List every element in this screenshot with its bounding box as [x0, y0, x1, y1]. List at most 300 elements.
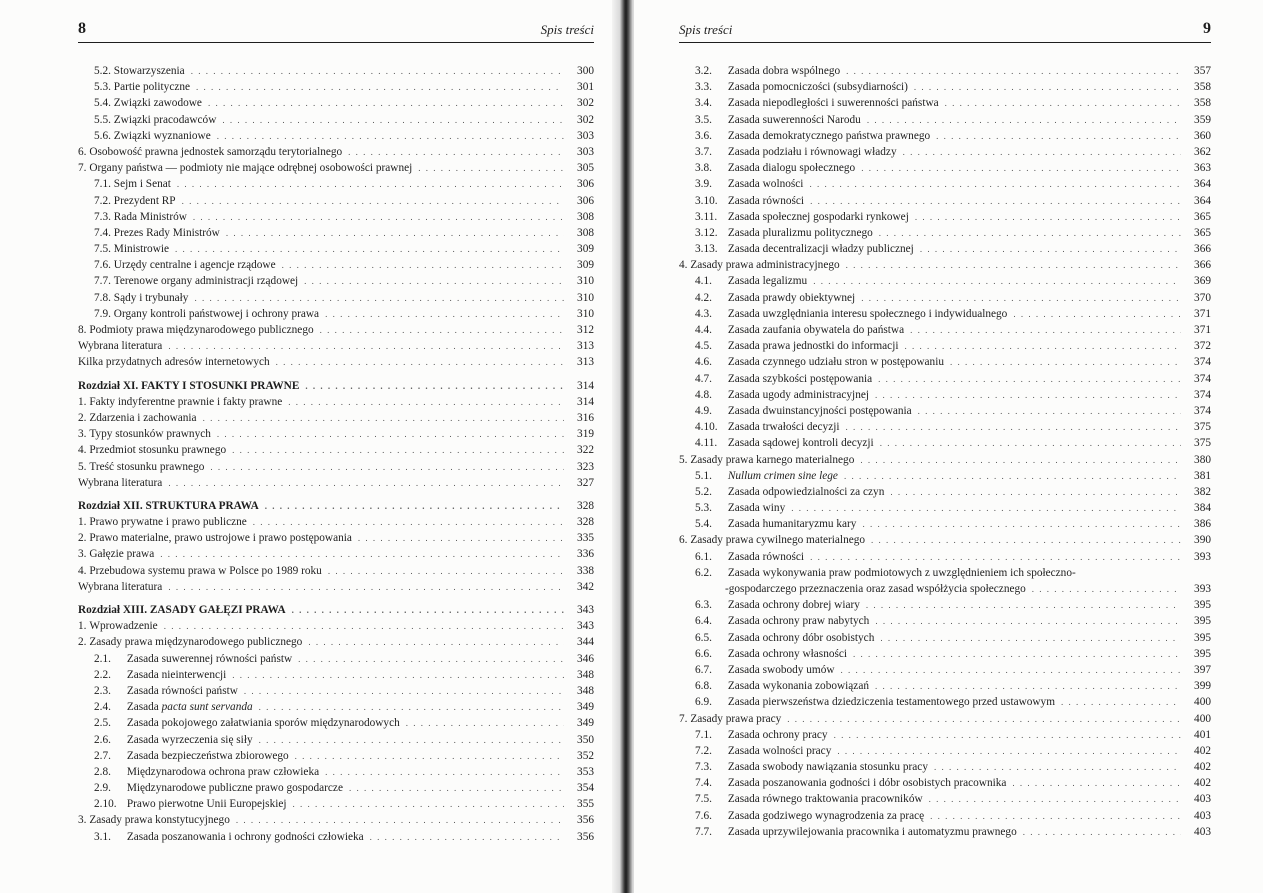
dot-leader [222, 112, 564, 128]
dot-leader [890, 484, 1181, 500]
toc-entry-text: Wybrana literatura [78, 476, 163, 489]
toc-entry: 6.2. Zasada wykonywania praw podmiotowych z uwzględnieniem ich społeczno- [679, 565, 1211, 581]
toc-page-number: 336 [577, 548, 594, 561]
dot-leader [846, 63, 1181, 79]
toc-entry: 4.1. Zasada legalizmu . . . 369 [679, 273, 1211, 289]
toc-entry-text: Przedmiot stosunku prawnego [89, 444, 227, 457]
toc-page-number: 375 [1194, 421, 1211, 434]
toc-entry: 2. Prawo materialne, prawo ustrojowe i prawo postępowania . . . 335 [78, 530, 594, 546]
left-page [0, 0, 622, 893]
toc-page-number: 384 [1194, 502, 1211, 515]
toc-page-number: 390 [1194, 534, 1211, 547]
toc-entry-text: Międzynarodowe publiczne prawo gospodarcze [126, 782, 343, 795]
toc-entry: 5.5. Związki pracodawców . . . 302 [78, 112, 594, 128]
toc-entry: 3. Zasady prawa konstytucyjnego . . . 356 [78, 812, 594, 828]
dot-leader [168, 338, 564, 354]
toc-entry: 4.5. Zasada prawa jednostki do informacji . . . 372 [679, 338, 1211, 354]
toc-entry: 4.9. Zasada dwuinstancyjności postępowania . . . 374 [679, 403, 1211, 419]
toc-page-number: 323 [577, 460, 594, 473]
toc-entry: 2.3. Zasada równości państw . . . 348 [78, 683, 594, 699]
toc-entry-text: Fakty indyferentne prawnie i fakty prawne [89, 395, 283, 408]
toc-page-number: 366 [1194, 259, 1211, 272]
toc-page-number: 358 [1194, 97, 1211, 110]
dot-leader [862, 516, 1181, 532]
toc-entry: 2.7. Zasada bezpieczeństwa zbiorowego . . . 352 [78, 748, 594, 764]
toc-entry: 4.11. Zasada sądowej kontroli decyzji . . . 375 [679, 435, 1211, 451]
toc-entry: 6.8. Zasada wykonania zobowiązań . . . 399 [679, 678, 1211, 694]
toc-entry: 7.5. Zasada równego traktowania pracowników . . . 403 [679, 791, 1211, 807]
dot-leader [930, 808, 1181, 824]
dot-leader [320, 322, 564, 338]
toc-page-number: 303 [577, 129, 594, 142]
toc-entry-text: Zasada wolności [727, 178, 804, 191]
toc-entry-text: Zasada demokratycznego państwa prawnego [727, 129, 931, 142]
toc-entry: 2.1. Zasada suwerennej równości państw . . . 346 [78, 651, 594, 667]
toc-page-number: 362 [1194, 145, 1211, 158]
right-page-header [679, 18, 1211, 43]
toc-page-number: 316 [577, 411, 594, 424]
toc-entry-text: Rada Ministrów [113, 210, 187, 223]
toc-page-number: 402 [1194, 777, 1211, 790]
dot-leader [841, 662, 1181, 678]
toc-entry: 5.4. Związki zawodowe . . . 302 [78, 95, 594, 111]
toc-entry-text: Zasada suwerenności Narodu [727, 113, 861, 126]
toc-entry: 3.3. Zasada pomocniczości (subsydiarności) . . . 358 [679, 79, 1211, 95]
dot-leader [325, 764, 564, 780]
dot-leader [160, 546, 564, 562]
toc-entry-text: Zdarzenia i zachowania [89, 411, 197, 424]
toc-entry: 5. Treść stosunku prawnego . . . 323 [78, 459, 594, 475]
toc-entry: 7.3. Zasada swobody nawiązania stosunku pracy . . . 402 [679, 759, 1211, 775]
toc-page-number: 342 [577, 580, 594, 593]
toc-entry: 3.8. Zasada dialogu społecznego . . . 363 [679, 160, 1211, 176]
toc-page-number: 371 [1194, 307, 1211, 320]
toc-entry-text: Zasady prawa cywilnego materialnego [690, 534, 866, 547]
toc-entry: 3.11. Zasada społecznej gospodarki rynkowej . . . 365 [679, 209, 1211, 225]
dot-leader [288, 394, 564, 410]
toc-entry: 5.1. Nullum crimen sine lege . . . 381 [679, 468, 1211, 484]
toc-entry-text: Gałęzie prawa [89, 548, 155, 561]
toc-entry-text: Wprowadzenie [89, 620, 158, 633]
dot-leader [253, 514, 564, 530]
chapter-title: Rozdział XII. STRUKTURA PRAWA [78, 499, 259, 512]
toc-entry-text: Zasada dwuinstancyjności postępowania [727, 404, 912, 417]
toc-entry-text: Zasada odpowiedzialności za czyn [727, 485, 885, 498]
latin-phrase: pacta sunt servanda [161, 701, 253, 714]
dot-leader [282, 257, 564, 273]
toc-entry-text: Prawo pierwotne Unii Europejskiej [126, 798, 287, 811]
toc-entry-text: Organy kontroli państwowej i ochrony prawa [113, 307, 320, 320]
dot-leader [328, 563, 564, 579]
dot-leader [787, 711, 1181, 727]
dot-leader [164, 618, 564, 634]
toc-entry-text: Związki pracodawców [113, 113, 217, 126]
dot-leader [232, 667, 564, 683]
toc-entry: 4.6. Zasada czynnego udziału stron w postępowaniu . . . 374 [679, 354, 1211, 370]
toc-entry: 7.5. Ministrowie . . . 309 [78, 241, 594, 257]
toc-entry: 7.4. Prezes Rady Ministrów . . . 308 [78, 225, 594, 241]
toc-entry-text: Zasada wolności pracy [727, 744, 832, 757]
toc-page-number: 309 [577, 259, 594, 272]
toc-entry-text: Podmioty prawa międzynarodowego publicznego [89, 324, 314, 336]
running-title: Spis treści [540, 22, 594, 37]
toc-entry: 4.3. Zasada uwzględniania interesu społecznego i indywidualnego . . . 371 [679, 306, 1211, 322]
dot-leader [810, 193, 1181, 209]
toc-page-number: 375 [1194, 437, 1211, 450]
toc-entry: 2.9. Międzynarodowe publiczne prawo gospodarcze . . . 354 [78, 780, 594, 796]
toc-entry-text: Zasada pokojowego załatwiania sporów międzynarodowych [126, 717, 400, 730]
toc-entry: 2. Zdarzenia i zachowania . . . 316 [78, 410, 594, 426]
toc-page-number: 314 [577, 379, 594, 392]
toc-page-number: 343 [577, 604, 594, 616]
toc-page-number: 306 [577, 194, 594, 207]
toc-entry: 4. Zasady prawa administracyjnego . . . 366 [679, 257, 1211, 273]
toc-entry: 6.5. Zasada ochrony dóbr osobistych . . . 395 [679, 630, 1211, 646]
toc-entry-text: Sejm i Senat [113, 178, 171, 191]
toc-entry-text: Zasada wykonania zobowiązań [727, 680, 869, 693]
toc-entry-text: Zasada pomocniczości (subsydiarności) [727, 81, 908, 94]
toc-page-number: 353 [577, 765, 594, 778]
left-page-header [78, 18, 594, 43]
toc-page-number: 395 [1194, 647, 1211, 660]
toc-entry: 3.4. Zasada niepodległości i suwerenności państwa . . . 358 [679, 95, 1211, 111]
toc-entry-text: Zasada równego traktowania pracowników [727, 793, 923, 806]
dot-leader [349, 780, 564, 796]
toc-entry: 5.6. Związki wyznaniowe . . . 303 [78, 128, 594, 144]
dot-leader [878, 371, 1181, 387]
toc-entry-text: Zasada wykonywania praw podmiotowych z uwzględnieniem ich społeczno- [727, 566, 1076, 579]
dot-leader [936, 128, 1181, 144]
toc-entry-text: Zasada dobra wspólnego [727, 65, 841, 77]
dot-leader [358, 530, 564, 546]
toc-entry: 6.4. Zasada ochrony praw nabytych . . . 395 [679, 613, 1211, 629]
toc-entry: 4.8. Zasada ugody administracyjnej . . . 374 [679, 387, 1211, 403]
toc-entry: 4.10. Zasada trwałości decyzji . . . 375 [679, 419, 1211, 435]
dot-leader [217, 426, 564, 442]
toc-page-number: 359 [1194, 113, 1211, 126]
dot-leader [1023, 824, 1181, 840]
toc-entry: 5.4. Zasada humanitaryzmu kary . . . 386 [679, 516, 1211, 532]
toc-entry-text: Prezydent RP [113, 194, 176, 207]
toc-page-number: 302 [577, 113, 594, 126]
dot-leader [304, 273, 564, 289]
toc-entry: 8. Podmioty prawa międzynarodowego publicznego . . . 312 [78, 322, 594, 338]
toc-entry-text: -gospodarczego przeznaczenia oraz zasad współżycia społecznego [725, 583, 1026, 595]
toc-page-number: 310 [577, 307, 594, 320]
table-of-contents-right [679, 63, 1211, 840]
toc-entry-text: Zasada społecznej gospodarki rynkowej [727, 210, 909, 223]
toc-entry-text: Zasada pacta sunt servanda [126, 701, 253, 714]
toc-entry-text: Wybrana literatura [78, 340, 163, 353]
dot-leader [875, 678, 1181, 694]
toc-page-number: 363 [1194, 162, 1211, 175]
toc-page-number: 344 [577, 636, 594, 649]
dot-leader [880, 435, 1181, 451]
toc-page-number: 400 [1194, 696, 1211, 709]
dot-leader [809, 176, 1181, 192]
toc-entry-text: Zasada legalizmu [727, 275, 808, 288]
toc-entry: 6.6. Zasada ochrony własności . . . 395 [679, 646, 1211, 662]
toc-page-number: 360 [1194, 129, 1211, 142]
dot-leader [904, 338, 1181, 354]
dot-leader [920, 241, 1181, 257]
dot-leader [810, 549, 1181, 565]
toc-entry-text: Osobowość prawna jednostek samorządu terytorialnego [89, 145, 343, 158]
toc-page-number: 327 [577, 476, 594, 489]
dot-leader [217, 128, 564, 144]
toc-entry-text: Zasada poszanowania i ochrony godności człowieka [126, 830, 364, 843]
dot-leader [265, 498, 564, 514]
toc-entry: 7.4. Zasada poszanowania godności i dóbr osobistych pracownika . . . 402 [679, 775, 1211, 791]
toc-page-number: 374 [1194, 356, 1211, 369]
dot-leader [1061, 694, 1181, 710]
toc-page-number: 354 [577, 782, 594, 795]
dot-leader [168, 579, 564, 595]
toc-entry-text: Zasady prawa karnego materialnego [690, 453, 855, 466]
toc-page-number: 343 [577, 620, 594, 633]
chapter-title: Rozdział XI. FAKTY I STOSUNKI PRAWNE [78, 379, 300, 392]
dot-leader [929, 791, 1181, 807]
dot-leader [875, 613, 1181, 629]
toc-page-number: 381 [1194, 469, 1211, 482]
toc-entry-text: Zasada prawa jednostki do informacji [727, 340, 899, 353]
toc-entry-text: Zasada bezpieczeństwa zbiorowego [126, 749, 289, 762]
toc-page-number: 402 [1194, 761, 1211, 774]
toc-entry-text: Międzynarodowa ochrona praw człowieka [126, 765, 320, 778]
toc-page-number: 365 [1194, 226, 1211, 239]
toc-page-number: 312 [577, 324, 594, 336]
toc-page-number: 348 [577, 684, 594, 697]
toc-entry: 3.9. Zasada wolności . . . 364 [679, 176, 1211, 192]
toc-page-number: 403 [1194, 825, 1211, 838]
toc-entry: 2.2. Zasada nieinterwencji . . . 348 [78, 667, 594, 683]
toc-entry: 7.2. Zasada wolności pracy . . . 402 [679, 743, 1211, 759]
toc-page-number: 399 [1194, 680, 1211, 693]
toc-entry-text: Sądy i trybunały [113, 291, 189, 304]
toc-entry-text: Zasada prawdy obiektywnej [727, 291, 856, 304]
toc-entry: 6.7. Zasada swobody umów . . . 397 [679, 662, 1211, 678]
toc-entry-text: Zasada ochrony własności [727, 647, 848, 660]
toc-entry: 2.5. Zasada pokojowego załatwiania sporów międzynarodowych . . . 349 [78, 715, 594, 731]
dot-leader [203, 410, 564, 426]
toc-entry: 2.8. Międzynarodowa ochrona praw człowieka . . . 353 [78, 764, 594, 780]
dot-leader [276, 354, 564, 370]
dot-leader [837, 743, 1181, 759]
toc-page-number: 306 [577, 178, 594, 191]
toc-page-number: 380 [1194, 453, 1211, 466]
dot-leader [910, 322, 1181, 338]
toc-page-number: 372 [1194, 340, 1211, 353]
toc-entry: 3.12. Zasada pluralizmu politycznego . . . 365 [679, 225, 1211, 241]
toc-entry: 2.6. Zasada wyrzeczenia się siły . . . 350 [78, 732, 594, 748]
toc-entry-text: Zasada uprzywilejowania pracownika i automatyzmu prawnego [727, 825, 1017, 838]
toc-entry [78, 475, 594, 491]
dot-leader [871, 532, 1181, 548]
toc-page-number: 364 [1194, 194, 1211, 207]
dot-leader [193, 209, 564, 225]
toc-entry: 5.3. Partie polityczne . . . 301 [78, 79, 594, 95]
toc-page-number: 403 [1194, 809, 1211, 822]
toc-page-number: 335 [577, 532, 594, 545]
toc-entry-text: Zasada trwałości decyzji [727, 421, 840, 434]
dot-leader [1032, 581, 1181, 597]
toc-entry-text: Zasada nieinterwencji [126, 668, 227, 681]
dot-leader [175, 241, 564, 257]
dot-leader [875, 387, 1181, 403]
toc-entry: 3.13. Zasada decentralizacji władzy publicznej . . . 366 [679, 241, 1211, 257]
table-of-contents-left [78, 63, 594, 845]
toc-entry: 3. Gałęzie prawa . . . 336 [78, 546, 594, 562]
dot-leader [406, 715, 564, 731]
toc-entry-text: Przebudowa systemu prawa w Polsce po 1989 roku [89, 564, 322, 577]
dot-leader [813, 273, 1181, 289]
toc-entry-text: Organy państwa — podmioty nie mające odrębnej osobowości prawnej [89, 162, 413, 175]
dot-leader [370, 829, 564, 845]
dot-leader [879, 225, 1181, 241]
toc-entry-text: Zasada sądowej kontroli decyzji [727, 437, 874, 450]
toc-entry-text: Terenowe organy administracji rządowej [113, 275, 299, 288]
toc-entry: 5.3. Zasada winy . . . 384 [679, 500, 1211, 516]
dot-leader [325, 306, 564, 322]
dot-leader [196, 79, 564, 95]
toc-page-number: 395 [1194, 599, 1211, 612]
dot-leader [846, 257, 1181, 273]
toc-page-number: 356 [577, 814, 594, 827]
toc-page-number: 364 [1194, 178, 1211, 191]
toc-entry-text: Zasady prawa międzynarodowego publicznego [89, 636, 303, 649]
toc-page-number: 401 [1194, 728, 1211, 741]
toc-page-number: 386 [1194, 518, 1211, 531]
dot-leader [861, 160, 1181, 176]
dot-leader [232, 442, 564, 458]
toc-entry-text: Zasada pluralizmu politycznego [727, 226, 873, 239]
toc-page-number: 397 [1194, 663, 1211, 676]
dot-leader [866, 597, 1181, 613]
toc-page-number: 374 [1194, 388, 1211, 401]
toc-entry-text: Nullum crimen sine lege [727, 469, 838, 482]
dot-leader [259, 699, 564, 715]
toc-entry: 5. Zasady prawa karnego materialnego . . . 380 [679, 452, 1211, 468]
toc-entry: 3. Typy stosunków prawnych . . . 319 [78, 426, 594, 442]
toc-entry-text: Zasada dialogu społecznego [727, 162, 856, 175]
toc-entry: 1. Wprowadzenie . . . 343 [78, 618, 594, 634]
toc-entry-text: Zasady prawa administracyjnego [690, 259, 840, 272]
toc-entry: 7.6. Zasada godziwego wynagrodzenia za pracę . . . 403 [679, 808, 1211, 824]
toc-entry-text: Zasady prawa pracy [690, 712, 782, 725]
toc-page-number: 365 [1194, 210, 1211, 223]
toc-page-number: 369 [1194, 275, 1211, 288]
toc-entry: 3.6. Zasada demokratycznego państwa prawnego . . . 360 [679, 128, 1211, 144]
toc-page-number: 328 [577, 499, 594, 512]
toc-page-number: 403 [1194, 793, 1211, 806]
toc-page-number: 349 [577, 701, 594, 714]
dot-leader [903, 144, 1181, 160]
dot-leader [867, 112, 1181, 128]
toc-entry: 7.8. Sądy i trybunały . . . 310 [78, 290, 594, 306]
toc-page-number: 395 [1194, 615, 1211, 628]
toc-entry-text: Prawo prywatne i prawo publiczne [89, 516, 247, 529]
toc-page-number: 338 [577, 564, 594, 577]
toc-entry: 7.9. Organy kontroli państwowej i ochrony prawa . . . 310 [78, 306, 594, 322]
dot-leader [191, 63, 564, 79]
toc-entry-text: Zasada uwzględniania interesu społecznego i indywidualnego [727, 307, 1008, 320]
toc-entry: 5.2. Zasada odpowiedzialności za czyn . . . 382 [679, 484, 1211, 500]
toc-entry-text: Partie polityczne [113, 81, 191, 94]
toc-page-number: 348 [577, 668, 594, 681]
toc-entry: 3.2. Zasada dobra wspólnego . . . 357 [679, 63, 1211, 79]
toc-entry: 6.1. Zasada równości . . . 393 [679, 549, 1211, 565]
toc-entry: 2.4. Zasada pacta sunt servanda . . . 349 [78, 699, 594, 715]
toc-entry: 4.2. Zasada prawdy obiektywnej . . . 370 [679, 290, 1211, 306]
toc-page-number: 303 [577, 145, 594, 158]
toc-entry-text: Zasada swobody nawiązania stosunku pracy [727, 761, 928, 774]
toc-entry-text: Zasada humanitaryzmu kary [727, 518, 857, 531]
toc-entry-text: Zasada godziwego wynagrodzenia za pracę [727, 809, 925, 822]
toc-entry-text: Zasada poszanowania godności i dóbr osobistych pracownika [727, 777, 1007, 790]
dot-leader [298, 651, 564, 667]
toc-entry: 7. Zasady prawa pracy . . . 400 [679, 711, 1211, 727]
dot-leader [861, 290, 1181, 306]
toc-page-number: 314 [577, 395, 594, 408]
dot-leader [853, 646, 1181, 662]
toc-entry-text: Związki wyznaniowe [113, 129, 211, 142]
toc-entry-text: Typy stosunków prawnych [89, 428, 211, 441]
toc-page-number: 349 [577, 717, 594, 730]
toc-page-number: 305 [577, 162, 594, 175]
toc-entry-text: Zasada podziału i równowagi władzy [727, 145, 897, 158]
toc-page-number: 382 [1194, 485, 1211, 498]
toc-entry [78, 354, 594, 370]
toc-entry: 6.9. Zasada pierwszeństwa dziedziczenia testamentowego przed ustawowym . . . 400 [679, 694, 1211, 710]
running-title: Spis treści [679, 22, 733, 37]
dot-leader [259, 732, 564, 748]
toc-page-number: 328 [577, 516, 594, 529]
toc-page-number: 309 [577, 243, 594, 256]
toc-entry: 2.10. Prawo pierwotne Unii Europejskiej . . . 355 [78, 796, 594, 812]
toc-entry: 7.6. Urzędy centralne i agencje rządowe . . . 309 [78, 257, 594, 273]
toc-entry-text: Związki zawodowe [113, 97, 202, 110]
toc-page-number: 366 [1194, 243, 1211, 256]
toc-page-number: 395 [1194, 631, 1211, 644]
toc-entry: 7.3. Rada Ministrów . . . 308 [78, 209, 594, 225]
toc-page-number: 308 [577, 210, 594, 223]
toc-entry-continuation [679, 581, 1211, 597]
toc-page-number: 346 [577, 652, 594, 665]
toc-entry: 7.7. Terenowe organy administracji rządowej . . . 310 [78, 273, 594, 289]
toc-page-number: 310 [577, 275, 594, 288]
toc-entry-text: Zasada niepodległości i suwerenności państwa [727, 97, 939, 110]
toc-page-number: 313 [577, 356, 594, 369]
toc-entry-text: Zasady prawa konstytucyjnego [89, 814, 230, 827]
toc-page-number: 319 [577, 428, 594, 441]
toc-page-number: 374 [1194, 372, 1211, 385]
dot-leader [226, 225, 564, 241]
toc-page-number: 350 [577, 733, 594, 746]
toc-page-number: 310 [577, 291, 594, 304]
toc-entry-text: Zasada równości [727, 194, 805, 207]
toc-page-number: 308 [577, 226, 594, 239]
toc-entry: 6. Osobowość prawna jednostek samorządu terytorialnego . . . 303 [78, 144, 594, 160]
toc-entry: 4.4. Zasada zaufania obywatela do państwa . . . 371 [679, 322, 1211, 338]
chapter-heading [78, 378, 594, 394]
toc-entry-text: Prezes Rady Ministrów [113, 226, 220, 239]
toc-entry: 1. Prawo prywatne i prawo publiczne . . . 328 [78, 514, 594, 530]
toc-entry-text: Prawo materialne, prawo ustrojowe i prawo postępowania [89, 532, 352, 545]
toc-entry-text: Zasada suwerennej równości państw [126, 652, 293, 665]
dot-leader [918, 403, 1181, 419]
toc-entry-text: Zasada pierwszeństwa dziedziczenia testamentowego przed ustawowym [727, 696, 1055, 709]
toc-entry: 7.2. Prezydent RP . . . 306 [78, 193, 594, 209]
